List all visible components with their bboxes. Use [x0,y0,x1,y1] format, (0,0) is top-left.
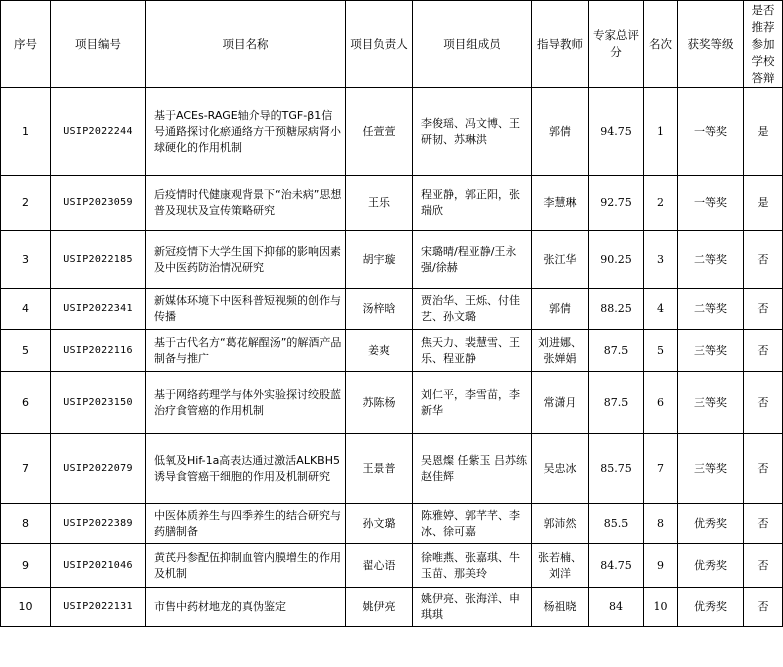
cell-members: 焦天力、裴慧雪、王乐、程亚静 [413,330,532,372]
cell-advisor: 杨祖晓 [532,588,589,627]
cell-code: USIP2021046 [51,544,146,588]
cell-members: 贾治华、王烁、付佳艺、孙文璐 [413,289,532,330]
cell-members: 吴恩燦 任紫玉 吕苏练 赵佳辉 [413,434,532,504]
cell-name: 低氧及Hif-1a高表达通过激活ALKBH5诱导食管癌干细胞的作用及机制研究 [146,434,346,504]
cell-score: 84 [589,588,644,627]
cell-rank: 6 [644,372,678,434]
cell-leader: 王景普 [346,434,413,504]
cell-award: 优秀奖 [678,588,744,627]
table-row [1,372,783,434]
cell-advisor: 郭沛然 [532,504,589,544]
table-row [1,434,783,504]
cell-code: USIP2022244 [51,88,146,176]
cell-rank: 10 [644,588,678,627]
cell-leader: 汤梓晗 [346,289,413,330]
cell-award: 一等奖 [678,176,744,231]
cell-index: 4 [1,289,51,330]
header-recommend: 是否推荐参加学校答辩 [744,1,783,88]
cell-score: 88.25 [589,289,644,330]
cell-index: 9 [1,544,51,588]
cell-award: 二等奖 [678,231,744,289]
cell-advisor: 郭倩 [532,88,589,176]
table-row [1,588,783,627]
table-row [1,231,783,289]
cell-code: USIP2023150 [51,372,146,434]
cell-code: USIP2022079 [51,434,146,504]
cell-name: 新冠疫情下大学生国下抑郁的影响因素及中医药防治情况研究 [146,231,346,289]
cell-award: 二等奖 [678,289,744,330]
cell-members: 宋璐晴/程亚静/王永强/徐赫 [413,231,532,289]
cell-recommend: 否 [744,289,783,330]
cell-award: 优秀奖 [678,544,744,588]
cell-recommend: 否 [744,330,783,372]
header-advisor: 指导教师 [532,1,589,88]
cell-code: USIP2022389 [51,504,146,544]
cell-leader: 姚伊亮 [346,588,413,627]
cell-leader: 任萱萱 [346,88,413,176]
cell-score: 84.75 [589,544,644,588]
cell-rank: 7 [644,434,678,504]
cell-index: 10 [1,588,51,627]
table-row [1,176,783,231]
cell-recommend: 否 [744,504,783,544]
header-score: 专家总评分 [589,1,644,88]
cell-award: 一等奖 [678,88,744,176]
cell-recommend: 否 [744,434,783,504]
header-code: 项目编号 [51,1,146,88]
cell-rank: 9 [644,544,678,588]
header-row [1,1,783,88]
cell-members: 姚伊亮、张海洋、申琪琪 [413,588,532,627]
cell-rank: 4 [644,289,678,330]
cell-advisor: 李慧琳 [532,176,589,231]
cell-score: 94.75 [589,88,644,176]
cell-leader: 苏陈杨 [346,372,413,434]
cell-advisor: 郭倩 [532,289,589,330]
cell-score: 85.75 [589,434,644,504]
cell-code: USIP2023059 [51,176,146,231]
cell-recommend: 是 [744,176,783,231]
cell-name: 基于古代名方“葛花解酲汤”的解酒产品制备与推广 [146,330,346,372]
cell-award: 三等奖 [678,330,744,372]
header-award: 获奖等级 [678,1,744,88]
cell-score: 87.5 [589,372,644,434]
cell-code: USIP2022131 [51,588,146,627]
cell-leader: 王乐 [346,176,413,231]
header-name: 项目名称 [146,1,346,88]
cell-index: 5 [1,330,51,372]
cell-recommend: 否 [744,231,783,289]
cell-score: 90.25 [589,231,644,289]
cell-members: 徐唯燕、张嘉琪、牛玉苗、那美玲 [413,544,532,588]
cell-name: 基于ACEs-RAGE轴介导的TGF-β1信号通路探讨化瘀通络方干预糖尿病肾小球硬化的作用机制 [146,88,346,176]
cell-advisor: 常潇月 [532,372,589,434]
cell-code: USIP2022185 [51,231,146,289]
table-row [1,330,783,372]
cell-award: 优秀奖 [678,504,744,544]
cell-rank: 3 [644,231,678,289]
cell-members: 程亚静，郭正阳，张瑞欣 [413,176,532,231]
header-members: 项目组成员 [413,1,532,88]
cell-name: 黄芪丹参配伍抑制血管内膜增生的作用及机制 [146,544,346,588]
cell-members: 刘仁平，李雪苗，李新华 [413,372,532,434]
cell-leader: 胡宇璇 [346,231,413,289]
cell-leader: 孙文璐 [346,504,413,544]
header-index: 序号 [1,1,51,88]
cell-code: USIP2022116 [51,330,146,372]
table-row [1,88,783,176]
cell-award: 三等奖 [678,434,744,504]
cell-code: USIP2022341 [51,289,146,330]
cell-rank: 8 [644,504,678,544]
cell-score: 92.75 [589,176,644,231]
cell-name: 基于网络药理学与体外实验探讨绞股蓝治疗食管癌的作用机制 [146,372,346,434]
cell-members: 陈雅婷、郭芊芊、李冰、徐可嘉 [413,504,532,544]
cell-recommend: 否 [744,588,783,627]
cell-index: 2 [1,176,51,231]
cell-recommend: 是 [744,88,783,176]
cell-leader: 翟心语 [346,544,413,588]
cell-index: 1 [1,88,51,176]
cell-index: 3 [1,231,51,289]
cell-award: 三等奖 [678,372,744,434]
cell-index: 8 [1,504,51,544]
cell-advisor: 吴忠冰 [532,434,589,504]
cell-advisor: 张江华 [532,231,589,289]
cell-score: 87.5 [589,330,644,372]
table-row [1,504,783,544]
cell-name: 后疫情时代健康观背景下“治未病”思想普及现状及宣传策略研究 [146,176,346,231]
table-row [1,544,783,588]
cell-score: 85.5 [589,504,644,544]
table-row [1,289,783,330]
cell-name: 中医体质养生与四季养生的结合研究与药膳制备 [146,504,346,544]
cell-name: 新媒体环境下中医科普短视频的创作与传播 [146,289,346,330]
header-leader: 项目负责人 [346,1,413,88]
cell-name: 市售中药材地龙的真伪鉴定 [146,588,346,627]
cell-recommend: 否 [744,544,783,588]
cell-index: 7 [1,434,51,504]
cell-rank: 5 [644,330,678,372]
cell-rank: 2 [644,176,678,231]
cell-index: 6 [1,372,51,434]
cell-rank: 1 [644,88,678,176]
header-rank: 名次 [644,1,678,88]
cell-leader: 姜爽 [346,330,413,372]
cell-recommend: 否 [744,372,783,434]
cell-advisor: 张若楠、刘洋 [532,544,589,588]
cell-members: 李俊瑶、冯文博、王研韧、苏琳洪 [413,88,532,176]
cell-advisor: 刘进娜、张婵娟 [532,330,589,372]
